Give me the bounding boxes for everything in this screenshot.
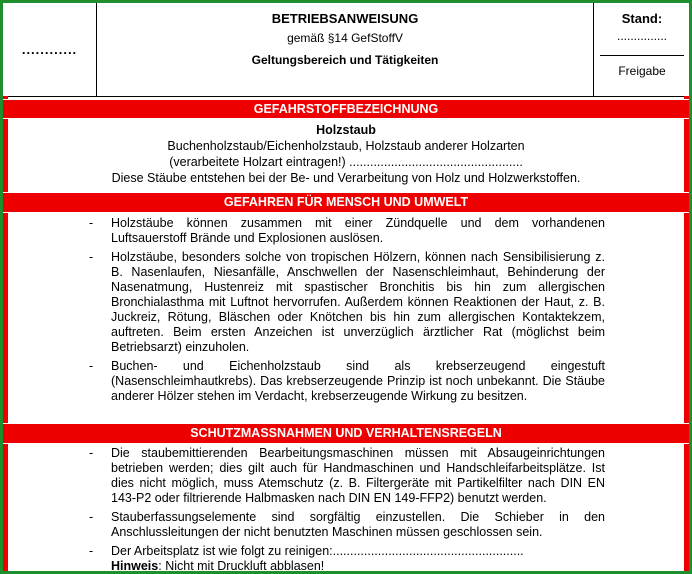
list-item xyxy=(11,446,681,506)
list-item-text: Stauberfassungselemente sind sorgfältig einzustellen. Die Schieber in den Anschlussleitungen der nicht benutzten Maschinen müssen geschlossen sein. xyxy=(111,510,605,539)
list-item-text: Die staubemittierenden Bearbeitungsmaschinen müssen mit Absaugeinrichtungen betrieben werden; dies gilt auch für Handmaschinen und Handschleifarbeitsplätze. Ist dies nicht möglich, muss Atemschutz (z. B. Filtergeräte mit Partikelfilter nach DIN EN 143-P2 oder filtrierende Halbmasken nach DIN EN 149-FFP2) benutzt werden. xyxy=(111,446,605,505)
list-item xyxy=(11,510,681,540)
list-item-text xyxy=(111,544,681,574)
list-item xyxy=(11,544,681,574)
bullet-dash: - xyxy=(89,510,94,524)
gefahrstoff-name: Holzstaub xyxy=(316,123,376,137)
gefahrstoff-line1: Buchenholzstaub/Eichenholzstaub, Holzstaub anderer Holzarten xyxy=(167,139,525,153)
bullet-dash: - xyxy=(89,359,94,373)
document-title: BETRIEBSANWEISUNG xyxy=(271,11,419,26)
hinweis-label: Hinweis xyxy=(111,559,159,573)
list-item xyxy=(11,250,681,355)
list-item-text: Buchen- und Eichenholzstaub sind als krebserzeugend eingestuft (Nasenschleimhautkrebs). Das krebserzeugende Prinzip ist noch unbekannt. Die Stäube anderer Hölzer stehen im Verdacht, krebserzeugende Wirkung zu besitzen. xyxy=(111,359,605,403)
heading-gefahren: GEFAHREN FÜR MENSCH UND UMWELT xyxy=(3,192,689,213)
red-side-bar-right xyxy=(684,96,689,574)
hinweis-text: : Nicht mit Druckluft abblasen! xyxy=(158,559,325,573)
stand-dots: ............... xyxy=(616,29,667,43)
scope-label: Geltungsbereich und Tätigkeiten xyxy=(251,53,439,67)
bullet-dash: - xyxy=(89,446,94,460)
stand-label: Stand: xyxy=(621,11,663,26)
header-title-block xyxy=(97,3,593,96)
header-stand-block xyxy=(593,3,690,96)
bullet-dash: - xyxy=(89,544,94,558)
header xyxy=(3,3,689,97)
list-item xyxy=(11,359,681,404)
bullet-dash: - xyxy=(89,216,94,230)
stand-divider xyxy=(600,55,684,56)
document-subtitle: gemäß §14 GefStoffV xyxy=(287,31,403,45)
cleaning-instruction: Der Arbeitsplatz ist wie folgt zu reinigen:....................................................... xyxy=(111,544,524,558)
heading-schutz: SCHUTZMASSNAHMEN UND VERHALTENSREGELN xyxy=(3,423,689,444)
gefahren-list xyxy=(11,216,681,408)
gefahrstoff-text xyxy=(11,122,681,186)
schutz-list xyxy=(11,446,681,574)
list-item-text: Holzstäube können zusammen mit einer Zündquelle und dem vorhandenen Luftsauerstoff Brände und Explosionen auslösen. xyxy=(111,216,605,245)
gefahrstoff-line2: (verarbeitete Holzart eintragen!) .................................................. xyxy=(169,155,523,169)
heading-gefahrstoff: GEFAHRSTOFFBEZEICHNUNG xyxy=(3,99,689,119)
red-side-bar-left xyxy=(3,96,8,574)
bullet-dash: - xyxy=(89,250,94,264)
gefahrstoff-line3: Diese Stäube entstehen bei der Be- und Verarbeitung von Holz und Holzwerkstoffen. xyxy=(111,171,581,185)
freigabe-label: Freigabe xyxy=(618,64,666,78)
header-left-dots: ............ xyxy=(3,3,97,96)
list-item xyxy=(11,216,681,246)
list-item-text: Holzstäube, besonders solche von tropischen Hölzern, können nach Sensibilisierung z. B. Nasenlaufen, Niesanfälle, Anschwellen der Nasenschleimhaut, Behinderung der Nasenatmung, Hustenreiz mit spastischer Bronchitis bis hin zum allergischen Bronchialasthma mit Luftnot hervorrufen. Außerdem können Reaktionen der Haut, z. B. Juckreiz, Rötung, Bläschen oder Knötchen bis hin zum allergischen Kontaktekzem, auftreten. Beim ersten Anzeichen ist unverzüglich ärztlicher Rat (möglichst beim Betriebsarzt) einzuholen. xyxy=(111,250,605,354)
